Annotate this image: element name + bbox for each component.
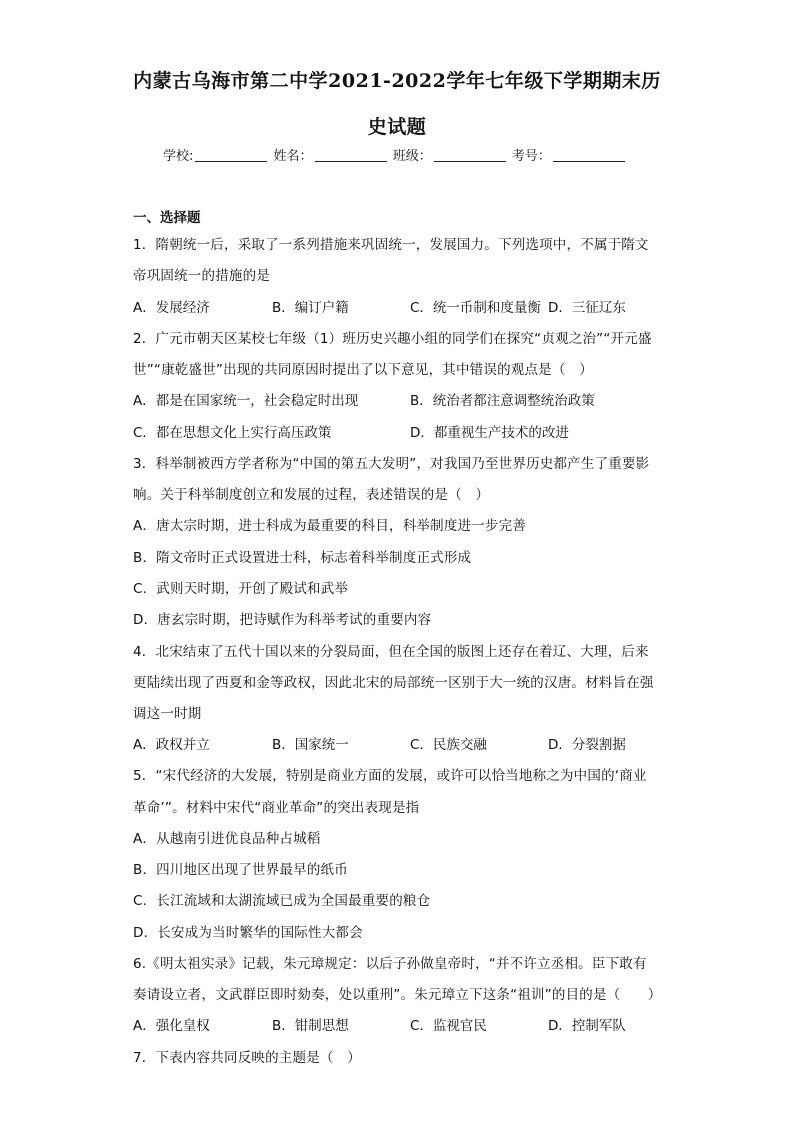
option-b: B．四川地区出现了世界最早的纸币 bbox=[133, 862, 348, 878]
question-text: 6.《明太祖实录》记载，朱元璋规定：以后子孙做皇帝时，“并不许立丞相。臣下敢有 bbox=[133, 956, 647, 972]
option-d: D．长安成为当时繁华的国际性大都会 bbox=[133, 925, 363, 941]
school-label: 学校: bbox=[163, 149, 194, 164]
exam-title-line1: 内蒙古乌海市第二中学2021-2022学年七年级下学期期末历 bbox=[133, 70, 661, 92]
option-c: C．民族交融 bbox=[410, 737, 487, 753]
option-b: B．统治者都注意调整统治政策 bbox=[410, 393, 595, 409]
question-text: 更陆续出现了西夏和金等政权，因此北宋的局部统一区别于大一统的汉唐。材料旨在强 bbox=[133, 675, 654, 691]
name-blank[interactable] bbox=[315, 149, 387, 162]
question-text: 调这一时期 bbox=[133, 706, 202, 722]
option-b: B．钳制思想 bbox=[272, 1018, 349, 1034]
option-a: A．唐太宗时期，进士科成为最重要的科目，科举制度进一步完善 bbox=[133, 518, 527, 534]
option-a: A．政权并立 bbox=[133, 737, 210, 753]
question-text: 3．科举制被西方学者称为“中国的第五大发明”，对我国乃至世界历史都产生了重要影 bbox=[133, 456, 650, 472]
question-text: 响。关于科举制度创立和发展的过程，表述错误的是（ ） bbox=[133, 487, 490, 503]
number-blank[interactable] bbox=[553, 149, 625, 162]
school-blank[interactable] bbox=[195, 149, 267, 162]
option-b: B．国家统一 bbox=[272, 737, 349, 753]
question-text: 5．“宋代经济的大发展，特别是商业方面的发展，或许可以恰当地称之为中国的‘商业 bbox=[133, 768, 647, 784]
option-d: D．分裂割据 bbox=[548, 737, 626, 753]
question-text: 奏请设立者，文武群臣即时劾奏，处以重刑”。朱元璋立下这条“祖训”的目的是（ ） bbox=[133, 987, 662, 1003]
question-text: 帝巩固统一的措施的是 bbox=[133, 268, 270, 284]
option-a: A．从越南引进优良品种占城稻 bbox=[133, 831, 321, 847]
name-label: 姓名： bbox=[273, 149, 313, 164]
option-d: D．三征辽东 bbox=[548, 300, 626, 316]
number-label: 考号： bbox=[511, 149, 551, 164]
section-title: 一、选择题 bbox=[133, 210, 201, 226]
class-label: 班级： bbox=[392, 149, 432, 164]
question-text: 世”“康乾盛世”出现的共同原因时提出了以下意见，其中错误的观点是（ ） bbox=[133, 362, 593, 378]
option-c: C．武则天时期，开创了殿试和武举 bbox=[133, 581, 349, 597]
option-a: A．强化皇权 bbox=[133, 1018, 210, 1034]
question-text: 革命’”。材料中宋代“商业革命”的突出表现是指 bbox=[133, 800, 420, 816]
option-d: D．控制军队 bbox=[548, 1018, 626, 1034]
option-d: D．都重视生产技术的改进 bbox=[410, 425, 569, 441]
question-text: 2．广元市朝天区某校七年级（1）班历史兴趣小组的同学们在探究“贞观之治”“开元盛 bbox=[133, 331, 652, 347]
option-c: C．统一币制和度量衡 bbox=[410, 300, 541, 316]
option-a: A．发展经济 bbox=[133, 300, 210, 316]
option-c: C．长江流域和太湖流域已成为全国最重要的粮仓 bbox=[133, 893, 431, 909]
option-a: A．都是在国家统一，社会稳定时出现 bbox=[133, 393, 359, 409]
option-b: B．编订户籍 bbox=[272, 300, 349, 316]
student-info-row bbox=[163, 145, 627, 164]
option-d: D．唐玄宗时期，把诗赋作为科举考试的重要内容 bbox=[133, 612, 432, 628]
question-text: 1．隋朝统一后，采取了一系列措施来巩固统一，发展国力。下列选项中，不属于隋文 bbox=[133, 237, 649, 253]
option-c: C．监视官民 bbox=[410, 1018, 487, 1034]
option-c: C．都在思想文化上实行高压政策 bbox=[133, 425, 332, 441]
class-blank[interactable] bbox=[434, 149, 506, 162]
exam-title-line2: 史试题 bbox=[367, 116, 427, 138]
option-b: B．隋文帝时正式设置进士科，标志着科举制度正式形成 bbox=[133, 550, 472, 566]
question-text: 7．下表内容共同反映的主题是（ ） bbox=[133, 1050, 361, 1066]
question-text: 4．北宋结束了五代十国以来的分裂局面，但在全国的版图上还存在着辽、大理，后来 bbox=[133, 644, 649, 660]
